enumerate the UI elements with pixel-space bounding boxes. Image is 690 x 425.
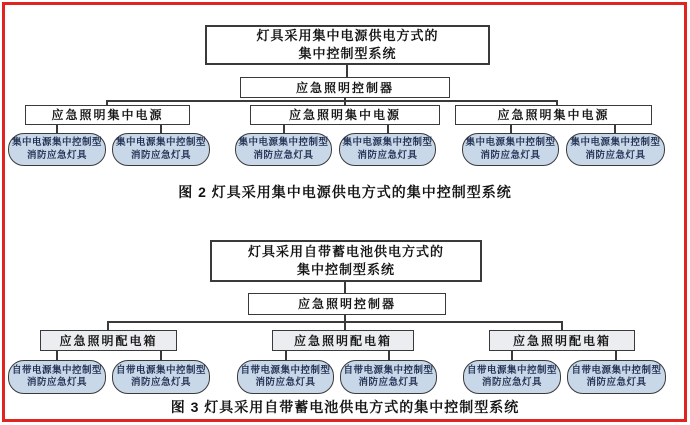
connector-line (106, 100, 558, 102)
fig3-branch-box-1 (40, 330, 177, 351)
fig2-caption: 图 2 灯具采用集中电源供电方式的集中控制型系统 (178, 184, 512, 200)
fig2-leaf-4: 集中电源集中控制型 消防应急灯具 (339, 133, 436, 166)
fig3-leaf-3: 自带电源集中控制型 消防应急灯具 (237, 360, 334, 394)
fig3-branch-label-3: 应急照明配电箱 (512, 333, 611, 348)
fig2-branch-label-2: 应急照明集中电源 (288, 108, 401, 122)
fig2-branch-box-3 (455, 105, 652, 125)
fig2-leaf-5: 集中电源集中控制型 消防应急灯具 (462, 133, 559, 166)
connector-line (344, 282, 346, 293)
fig3-branch-label-2: 应急照明配电箱 (293, 333, 392, 348)
fig2-leaf-6: 集中电源集中控制型 消防应急灯具 (566, 133, 665, 166)
fig3-leaf-1: 自带电源集中控制型 消防应急灯具 (8, 360, 106, 394)
fig2-root-line1: 灯具采用集中电源供电方式的 (256, 28, 439, 43)
fig2-branch-box-1 (25, 105, 190, 125)
fig3-leaf-2: 自带电源集中控制型 消防应急灯具 (112, 360, 210, 394)
fig3-root-line2: 集中控制型系统 (296, 262, 395, 277)
red-border-frame (2, 2, 687, 422)
fig3-leaf-6: 自带电源集中控制型 消防应急灯具 (567, 360, 666, 394)
fig3-controller-label: 应急照明控制器 (297, 297, 396, 311)
fig2-root-line2: 集中控制型系统 (298, 46, 397, 61)
fig2-branch-box-2 (250, 105, 440, 125)
fig2-controller-box (240, 77, 450, 98)
connector-line (107, 321, 109, 330)
fig2-root-box (205, 25, 490, 65)
fig2-branch-label-1: 应急照明集中电源 (51, 108, 164, 122)
connector-line (107, 321, 563, 323)
fig2-controller-label: 应急照明控制器 (295, 80, 394, 95)
fig2-branch-label-3: 应急照明集中电源 (497, 108, 610, 122)
fig2-leaf-3: 集中电源集中控制型 消防应急灯具 (235, 133, 332, 166)
fig3-root-line1: 灯具采用自带蓄电池供电方式的 (247, 244, 444, 259)
fig3-branch-label-1: 应急照明配电箱 (59, 333, 158, 348)
fig3-branch-box-2 (272, 330, 414, 351)
fig3-branch-box-3 (489, 330, 635, 351)
fig3-caption: 图 3 灯具采用自带蓄电池供电方式的集中控制型系统 (170, 399, 520, 415)
fig3-leaf-4: 自带电源集中控制型 消防应急灯具 (340, 360, 437, 394)
fig2-leaf-1: 集中电源集中控制型 消防应急灯具 (8, 133, 106, 166)
fig3-root-box (210, 240, 482, 282)
fig3-leaf-5: 自带电源集中控制型 消防应急灯具 (463, 360, 561, 394)
connector-line (561, 321, 563, 330)
connector-line (346, 65, 348, 77)
fig2-leaf-2: 集中电源集中控制型 消防应急灯具 (112, 133, 210, 166)
fig3-controller-box (248, 293, 446, 315)
connector-line (344, 321, 346, 330)
